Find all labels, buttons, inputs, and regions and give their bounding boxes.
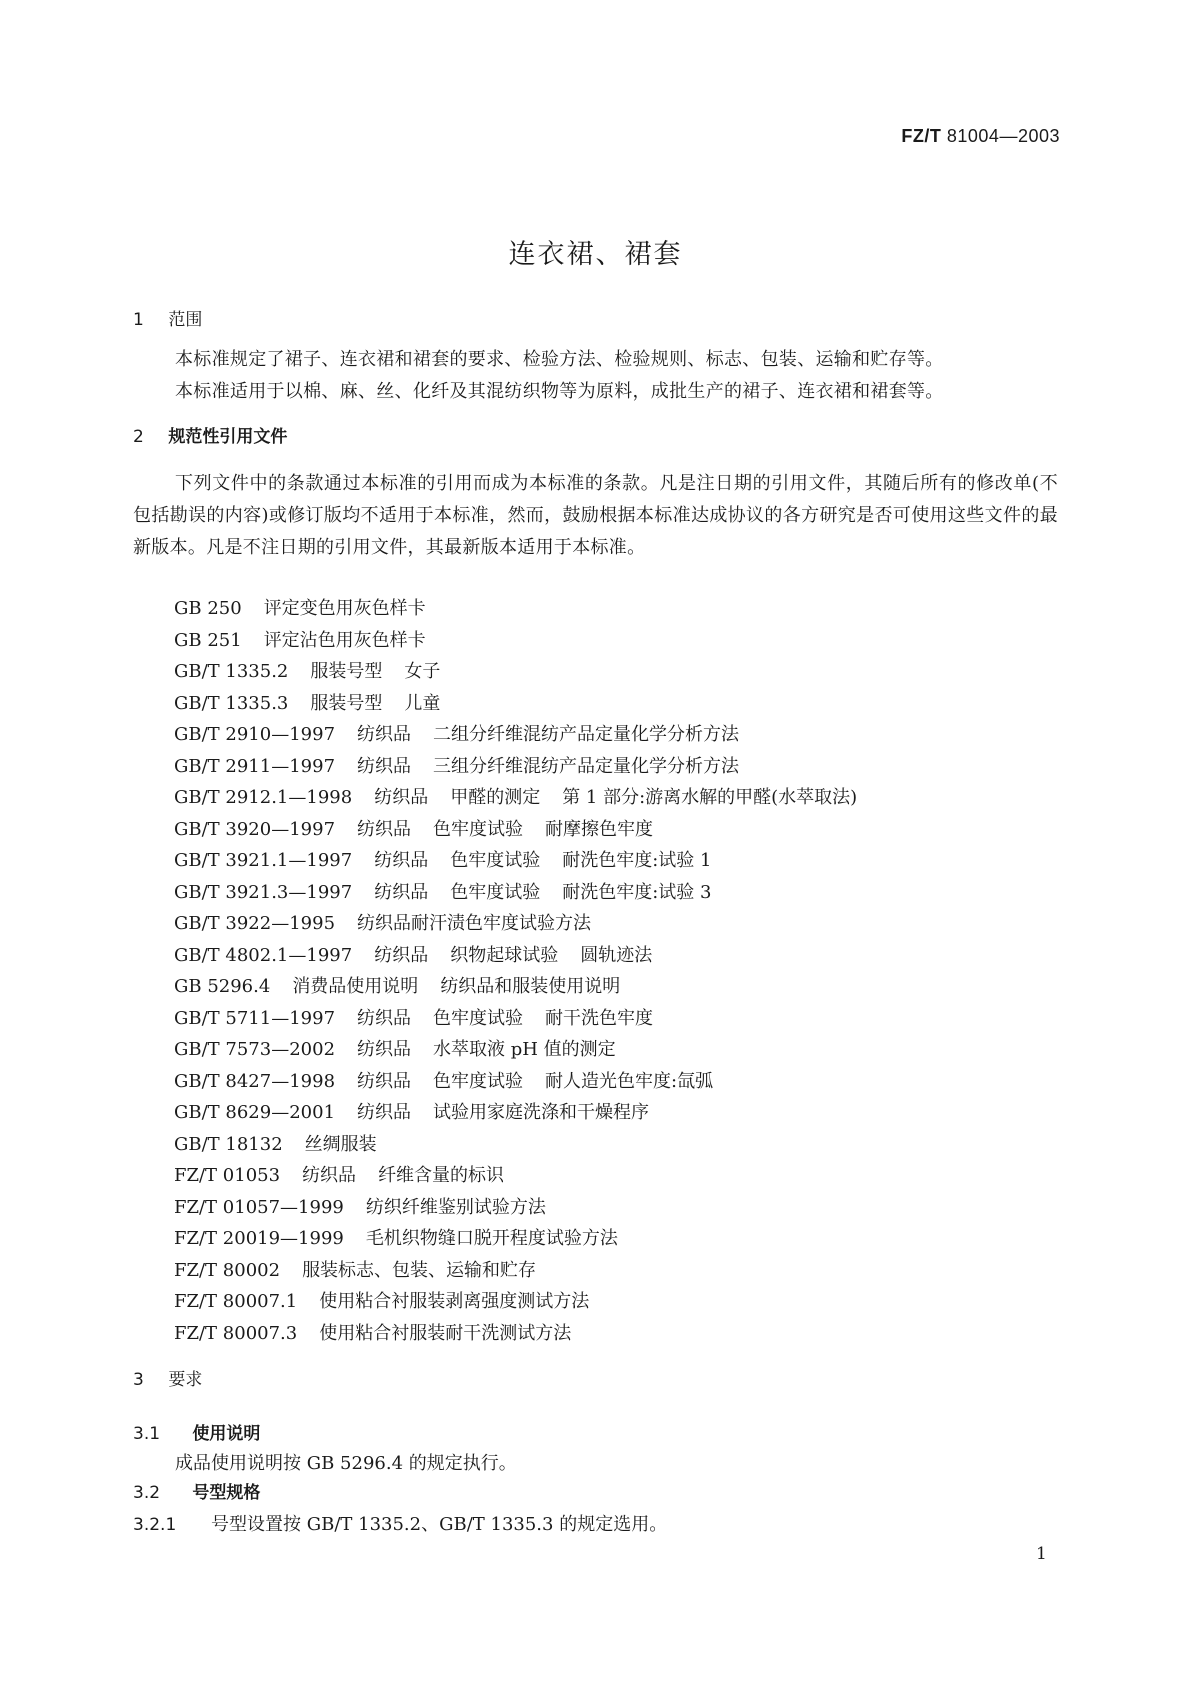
paragraph: 本标准适用于以棉、麻、丝、化纤及其混纺织物等为原料，成批生产的裙子、连衣裙和裙套等。 (175, 381, 944, 402)
section-2-heading (133, 422, 287, 447)
reference-item: GB/T 3920—1997 纺织品 色牢度试验 耐摩擦色牢度 (174, 818, 654, 840)
section-number: 3.1 (133, 1424, 161, 1444)
reference-item: GB/T 3921.1—1997 纺织品 色牢度试验 耐洗色牢度:试验 1 (174, 850, 712, 871)
reference-item: GB/T 8427—1998 纺织品 色牢度试验 耐人造光色牢度:氙弧 (174, 1070, 714, 1092)
section-1-heading (133, 305, 202, 330)
section-title: 使用说明 (192, 1424, 261, 1444)
clause-number: 3.2.1 (133, 1515, 177, 1535)
reference-item: GB/T 8629—2001 纺织品 试验用家庭洗涤和干燥程序 (174, 1102, 650, 1123)
reference-item: GB/T 3922—1995 纺织品耐汗渍色牢度试验方法 (174, 913, 592, 934)
reference-item: GB/T 18132 丝绸服装 (174, 1133, 377, 1155)
section-title: 范围 (168, 310, 203, 330)
reference-list (174, 593, 879, 1349)
page-number: 1 (1036, 1544, 1047, 1564)
reference-item: GB/T 1335.3 服装号型 儿童 (174, 692, 441, 714)
section-3-2-heading (133, 1478, 260, 1503)
section-number: 3.2 (133, 1483, 161, 1503)
section-title: 要求 (168, 1370, 203, 1390)
reference-item: GB/T 3921.3—1997 纺织品 色牢度试验 耐洗色牢度:试验 3 (174, 881, 712, 903)
reference-item: GB/T 5711—1997 纺织品 色牢度试验 耐干洗色牢度 (174, 1007, 654, 1029)
section-title: 号型规格 (192, 1483, 261, 1503)
section-3-2-1-clause (133, 1510, 667, 1536)
section-title: 规范性引用文件 (168, 427, 288, 447)
reference-item: GB/T 7573—2002 纺织品 水萃取液 pH 值的测定 (174, 1039, 616, 1060)
reference-item: GB 250 评定变色用灰色样卡 (174, 598, 426, 619)
reference-item: FZ/T 80002 服装标志、包装、运输和贮存 (174, 1259, 537, 1281)
section-number: 2 (133, 427, 144, 447)
reference-item: GB/T 2911—1997 纺织品 三组分纤维混纺产品定量化学分析方法 (174, 755, 740, 777)
standard-code-number: 81004—2003 (946, 126, 1060, 146)
clause-text: 号型设置按 GB/T 1335.2、GB/T 1335.3 的规定选用。 (211, 1514, 668, 1535)
reference-item: GB 5296.4 消费品使用说明 纺织品和服装使用说明 (174, 976, 621, 997)
section-number: 1 (133, 310, 144, 330)
section-3-1-heading (133, 1419, 260, 1444)
section-1-body (133, 344, 1058, 408)
section-3-1-text: 成品使用说明按 GB 5296.4 的规定执行。 (175, 1453, 517, 1474)
reference-item: FZ/T 80007.1 使用粘合衬服装剥离强度测试方法 (174, 1291, 590, 1312)
standard-code-prefix: FZ/T (901, 126, 942, 146)
reference-item: GB/T 1335.2 服装号型 女子 (174, 661, 441, 682)
reference-item: GB/T 2910—1997 纺织品 二组分纤维混纺产品定量化学分析方法 (174, 724, 740, 745)
standard-code (901, 126, 1060, 147)
reference-item: FZ/T 01053 纺织品 纤维含量的标识 (174, 1165, 505, 1186)
reference-item: GB 251 评定沾色用灰色样卡 (174, 629, 426, 651)
section-number: 3 (133, 1370, 144, 1390)
paragraph: 本标准规定了裙子、连衣裙和裙套的要求、检验方法、检验规则、标志、包装、运输和贮存等。 (175, 349, 944, 370)
section-2-intro: 下列文件中的条款通过本标准的引用而成为本标准的条款。凡是注日期的引用文件，其随后所有的修改单(不包括勘误的内容)或修订版均不适用于本标准，然而，鼓励根据本标准达成协议的各方研究是否可使用这些文件的最新版本。凡是不注日期的引用文件，其最新版本适用于本标准。 (133, 473, 1058, 558)
section-3-heading (133, 1365, 202, 1390)
document-title: 连衣裙、裙套 (508, 239, 683, 270)
reference-item: GB/T 4802.1—1997 纺织品 织物起球试验 圆轨迹法 (174, 944, 653, 966)
reference-item: GB/T 2912.1—1998 纺织品 甲醛的测定 第 1 部分:游离水解的甲醛(水萃取法) (174, 787, 858, 808)
reference-item: FZ/T 20019—1999 毛机织物缝口脱开程度试验方法 (174, 1228, 618, 1249)
reference-item: FZ/T 01057—1999 纺织纤维鉴别试验方法 (174, 1196, 546, 1218)
reference-item: FZ/T 80007.3 使用粘合衬服装耐干洗测试方法 (174, 1322, 572, 1344)
